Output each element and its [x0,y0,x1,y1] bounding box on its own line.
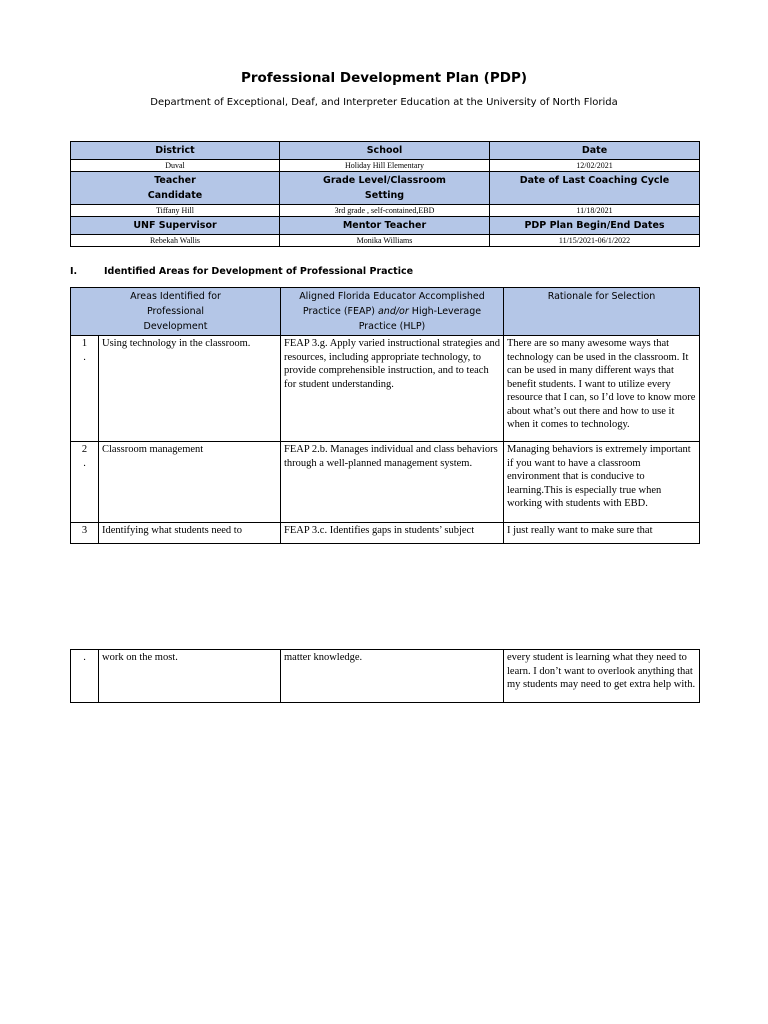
info-value-row [71,205,700,217]
row-number-digit: 2 [81,444,88,455]
area-cell: Using technology in the classroom. [99,336,281,442]
info-header-row [71,142,700,160]
date-value: 12/02/2021 [490,160,700,172]
aligned-practice-header [281,288,504,336]
mentor-value: Monika Williams [280,235,490,247]
aligned-cell: FEAP 2.b. Manages individual and class behaviors through a well-planned management system. [281,442,504,523]
row-number-digit: 1 [81,338,88,349]
pdp-dates-value: 11/15/2021-06/1/2022 [490,235,700,247]
row-number-dot: . [83,457,86,469]
teacher-value: Tiffany Hill [71,205,280,217]
grade-value: 3rd grade , self-contained,EBD [280,205,490,217]
aligned-cell: matter knowledge. [281,650,504,703]
aligned-header-line: Practice (FEAP) [302,306,378,317]
date-header: Date [490,142,700,160]
areas-header-row [71,288,700,336]
areas-header-line: Professional [146,306,205,317]
supervisor-header: UNF Supervisor [71,217,280,235]
page-subtitle: Department of Exceptional, Deaf, and Interpreter Education at the University of North Florida [150,97,618,108]
district-header: District [71,142,280,160]
table-row [71,523,700,544]
grade-header-line: Grade Level/Classroom [323,175,446,186]
supervisor-value: Rebekah Wallis [71,235,280,247]
area-cell: work on the most. [99,650,281,703]
info-header-row [71,217,700,235]
teacher-header-line: Teacher [154,175,196,186]
last-coaching-header: Date of Last Coaching Cycle [490,172,700,205]
section-number: I. [70,266,78,277]
area-cell: Identifying what students need to [99,523,281,544]
section-title: Identified Areas for Development of Professional Practice [104,266,414,277]
areas-header-line: Development [143,321,208,332]
setting-header-line: Setting [364,190,405,201]
district-value: Duval [71,160,280,172]
rationale-cell: There are so many awesome ways that technology can be used in the classroom. It can be used in many different ways that benefit students. I want to utilize every resource that I can, so I’d love to know more about what’s out there and how to use it when it comes to technology. [504,336,700,442]
aligned-header-line: Practice (HLP) [358,321,426,332]
areas-header-line: Areas Identified for [130,291,221,302]
areas-identified-header [71,288,281,336]
aligned-header-line: High-Leverage [408,306,482,317]
aligned-cell: FEAP 3.g. Apply varied instructional strategies and resources, including appropriate technology, to provide comprehensible instruction, and to teach for student understanding. [281,336,504,442]
aligned-header-line: Aligned Florida Educator Accomplished [299,291,485,302]
rationale-cell: I just really want to make sure that [504,523,700,544]
aligned-header-and-or: and/or [377,306,409,317]
row-number [71,336,99,442]
info-header-row [71,172,700,205]
teacher-candidate-header [71,172,280,205]
candidate-header-line: Candidate [147,190,203,201]
pdp-dates-header: PDP Plan Begin/End Dates [490,217,700,235]
rationale-header: Rationale for Selection [504,288,700,336]
coaching-value: 11/18/2021 [490,205,700,217]
aligned-cell: FEAP 3.c. Identifies gaps in students’ subject [281,523,504,544]
school-value: Holiday Hill Elementary [280,160,490,172]
info-value-row [71,160,700,172]
grade-level-header [280,172,490,205]
table-row [71,442,700,523]
rationale-cell: Managing behaviors is extremely important if you want to have a classroom environment that is conducive to learning.This is especially true when working with students with EBD. [504,442,700,523]
area-cell: Classroom management [99,442,281,523]
rationale-cell: every student is learning what they need to learn. I don’t want to overlook anything that my students may need to get extra help with. [504,650,700,703]
row-number: 3 [71,523,99,544]
info-table [70,141,700,247]
row-number [71,442,99,523]
page-title: Professional Development Plan (PDP) [240,70,528,86]
row-number: . [71,650,99,703]
section-heading [70,266,413,277]
row-number-dot: . [83,351,86,363]
mentor-header: Mentor Teacher [280,217,490,235]
areas-table-continued [70,649,700,703]
school-header: School [280,142,490,160]
info-value-row [71,235,700,247]
table-row [71,336,700,442]
areas-table [70,287,700,544]
table-row [71,650,700,703]
